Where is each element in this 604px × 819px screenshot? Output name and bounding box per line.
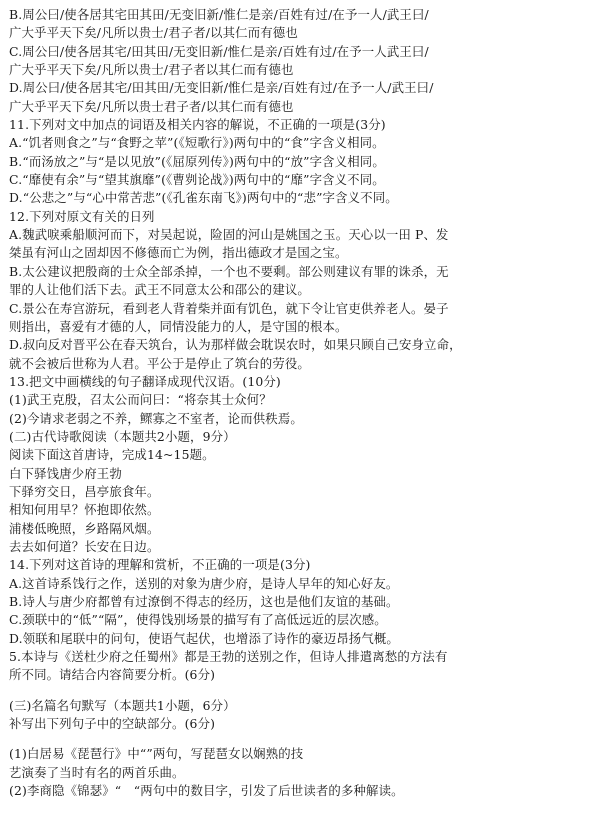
blank-line	[9, 685, 597, 697]
text-line: 14.下列对这首诗的理解和赏析，不正确的一项是(3分)	[9, 557, 311, 573]
text-line: D.领联和尾联中的问句，使语气起伏，也增添了诗作的豪迈昂扬气概。	[9, 630, 399, 646]
text-line: B.周公曰/使各居其宅田其田/无变旧新/惟仁是亲/百姓有过/在予一人/武王曰/	[9, 7, 429, 22]
text-line: 12.下列对原文有关的日列	[9, 208, 155, 224]
text-line: 则指出，喜爱有才德的人，同情没能力的人，是守国的根本。	[9, 318, 348, 334]
text-line: 广大乎平天下矣/凡所以贵士/君子者以其仁而有德也	[9, 62, 294, 78]
text-line: A.“饥者则食之”与“食野之苹”(《短歌行》)两句中的“食”字含义相同。	[9, 135, 385, 151]
text-line: A.这首诗系饯行之作，送别的对象为唐少府，是诗人早年的知心好友。	[9, 575, 399, 591]
text-line: B.“而汤放之”与“是以见放”(《屈原列传》)两句中的“放”字含义相同。	[9, 153, 385, 169]
text-line: 罪的人让他们活下去。武王不同意太公和邵公的建议。	[9, 282, 310, 298]
text-line: 下驿穷交日，昌亭旅食年。	[9, 483, 160, 499]
text-line: (1)白居易《琵琶行》中“”两句，写琵琶女以娴熟的技	[9, 746, 304, 762]
exam-document	[9, 6, 597, 800]
text-line: 去去如何道？长安在日边。	[9, 538, 160, 554]
text-line: 补写出下列句子中的空缺部分。(6分)	[9, 716, 216, 732]
text-line: C.颈联中的“低”“隔”，使得饯别场景的描写有了高低远近的层次感。	[9, 612, 387, 628]
text-line: C.周公曰/使各居其宅/田其田/无变旧新/惟仁是亲/百姓有过/在予一人武王曰/	[9, 43, 429, 59]
text-line: (2)李商隐《锦瑟》“ “两句中的数目字，引发了后世读者的多种解读。	[9, 783, 404, 799]
text-line: D.叔向反对晋平公在春天筑台，认为那样做会耽误农时，如果只顾自己安身立命，	[9, 337, 462, 353]
text-line: A.魏武唳乘船顺河而下，对吴起说，险固的河山是姚国之玉。天心以一田 P、发	[9, 227, 449, 243]
text-line: 相知何用早？怀抱即依然。	[9, 502, 160, 518]
text-line: (1)武王克殷，召太公而问曰：“将奈其士众何？	[9, 392, 272, 408]
text-line: (二)古代诗歌阅读（本题共2小题，9分）	[9, 428, 236, 444]
text-line: 就不会被后世称为人君。平公于是停止了筑台的劳役。	[9, 355, 310, 371]
text-line: 所不同。请结合内容简要分析。(6分)	[9, 667, 216, 683]
text-line: B.太公建议把殷商的士众全部杀掉，一个也不要剩。部公则建议有罪的诛杀，无	[9, 263, 449, 279]
text-line: 13.把文中画横线的句子翻译成现代汉语。(10分)	[9, 373, 281, 389]
text-line: D.“公悲之”与“心中常苦悲”(《孔雀东南飞》)两句中的“悲”字含义不同。	[9, 190, 398, 206]
text-line: 5.本诗与《送杜少府之任蜀州》都是王勃的送别之作，但诗人排遣离愁的方法有	[9, 649, 448, 665]
text-line: 11.下列对文中加点的词语及相关内容的解说，不正确的一项是(3分)	[9, 117, 386, 133]
text-line: C.景公在寿宫游玩，看到老人背着柴并面有饥色，就下令让官吏供养老人。晏子	[9, 300, 449, 316]
text-line: C.“靡使有余”与“望其旗靡”(《曹刿论战》)两句中的“靡”字含义不同。	[9, 172, 385, 188]
text-line: 阅读下面这首唐诗，完成14~15题。	[9, 447, 215, 463]
text-line: (三)名篇名句默写（本题共1小题，6分）	[9, 697, 236, 713]
text-line: 艺演奏了当时有名的两首乐曲。	[9, 764, 185, 780]
text-line: 广大乎平天下矣/凡所以贵士/君子者/以其仁而有德也	[9, 25, 298, 41]
text-line: 广大乎平天下矣/凡所以贵士君子者/以其仁而有德也	[9, 98, 294, 114]
text-line: B.诗人与唐少府都曾有过潦倒不得志的经历，这也是他们友谊的基础。	[9, 594, 399, 609]
text-line: (2)今请求老弱之不养，鳏寡之不室者，论而供秩焉。	[9, 410, 303, 426]
text-line: 浦楼低晚照，乡路隔风烟。	[9, 520, 160, 536]
blank-line	[9, 733, 597, 745]
text-line: D.周公曰/使各居其宅/田其田/无变旧新/惟仁是亲/百姓有过/在予一人/武王曰/	[9, 80, 434, 96]
text-line: 桀虽有河山之固却因不修德而亡为例，指出德政才是国之宝。	[9, 245, 348, 261]
text-line: 白下驿饯唐少府王勃	[9, 465, 122, 481]
